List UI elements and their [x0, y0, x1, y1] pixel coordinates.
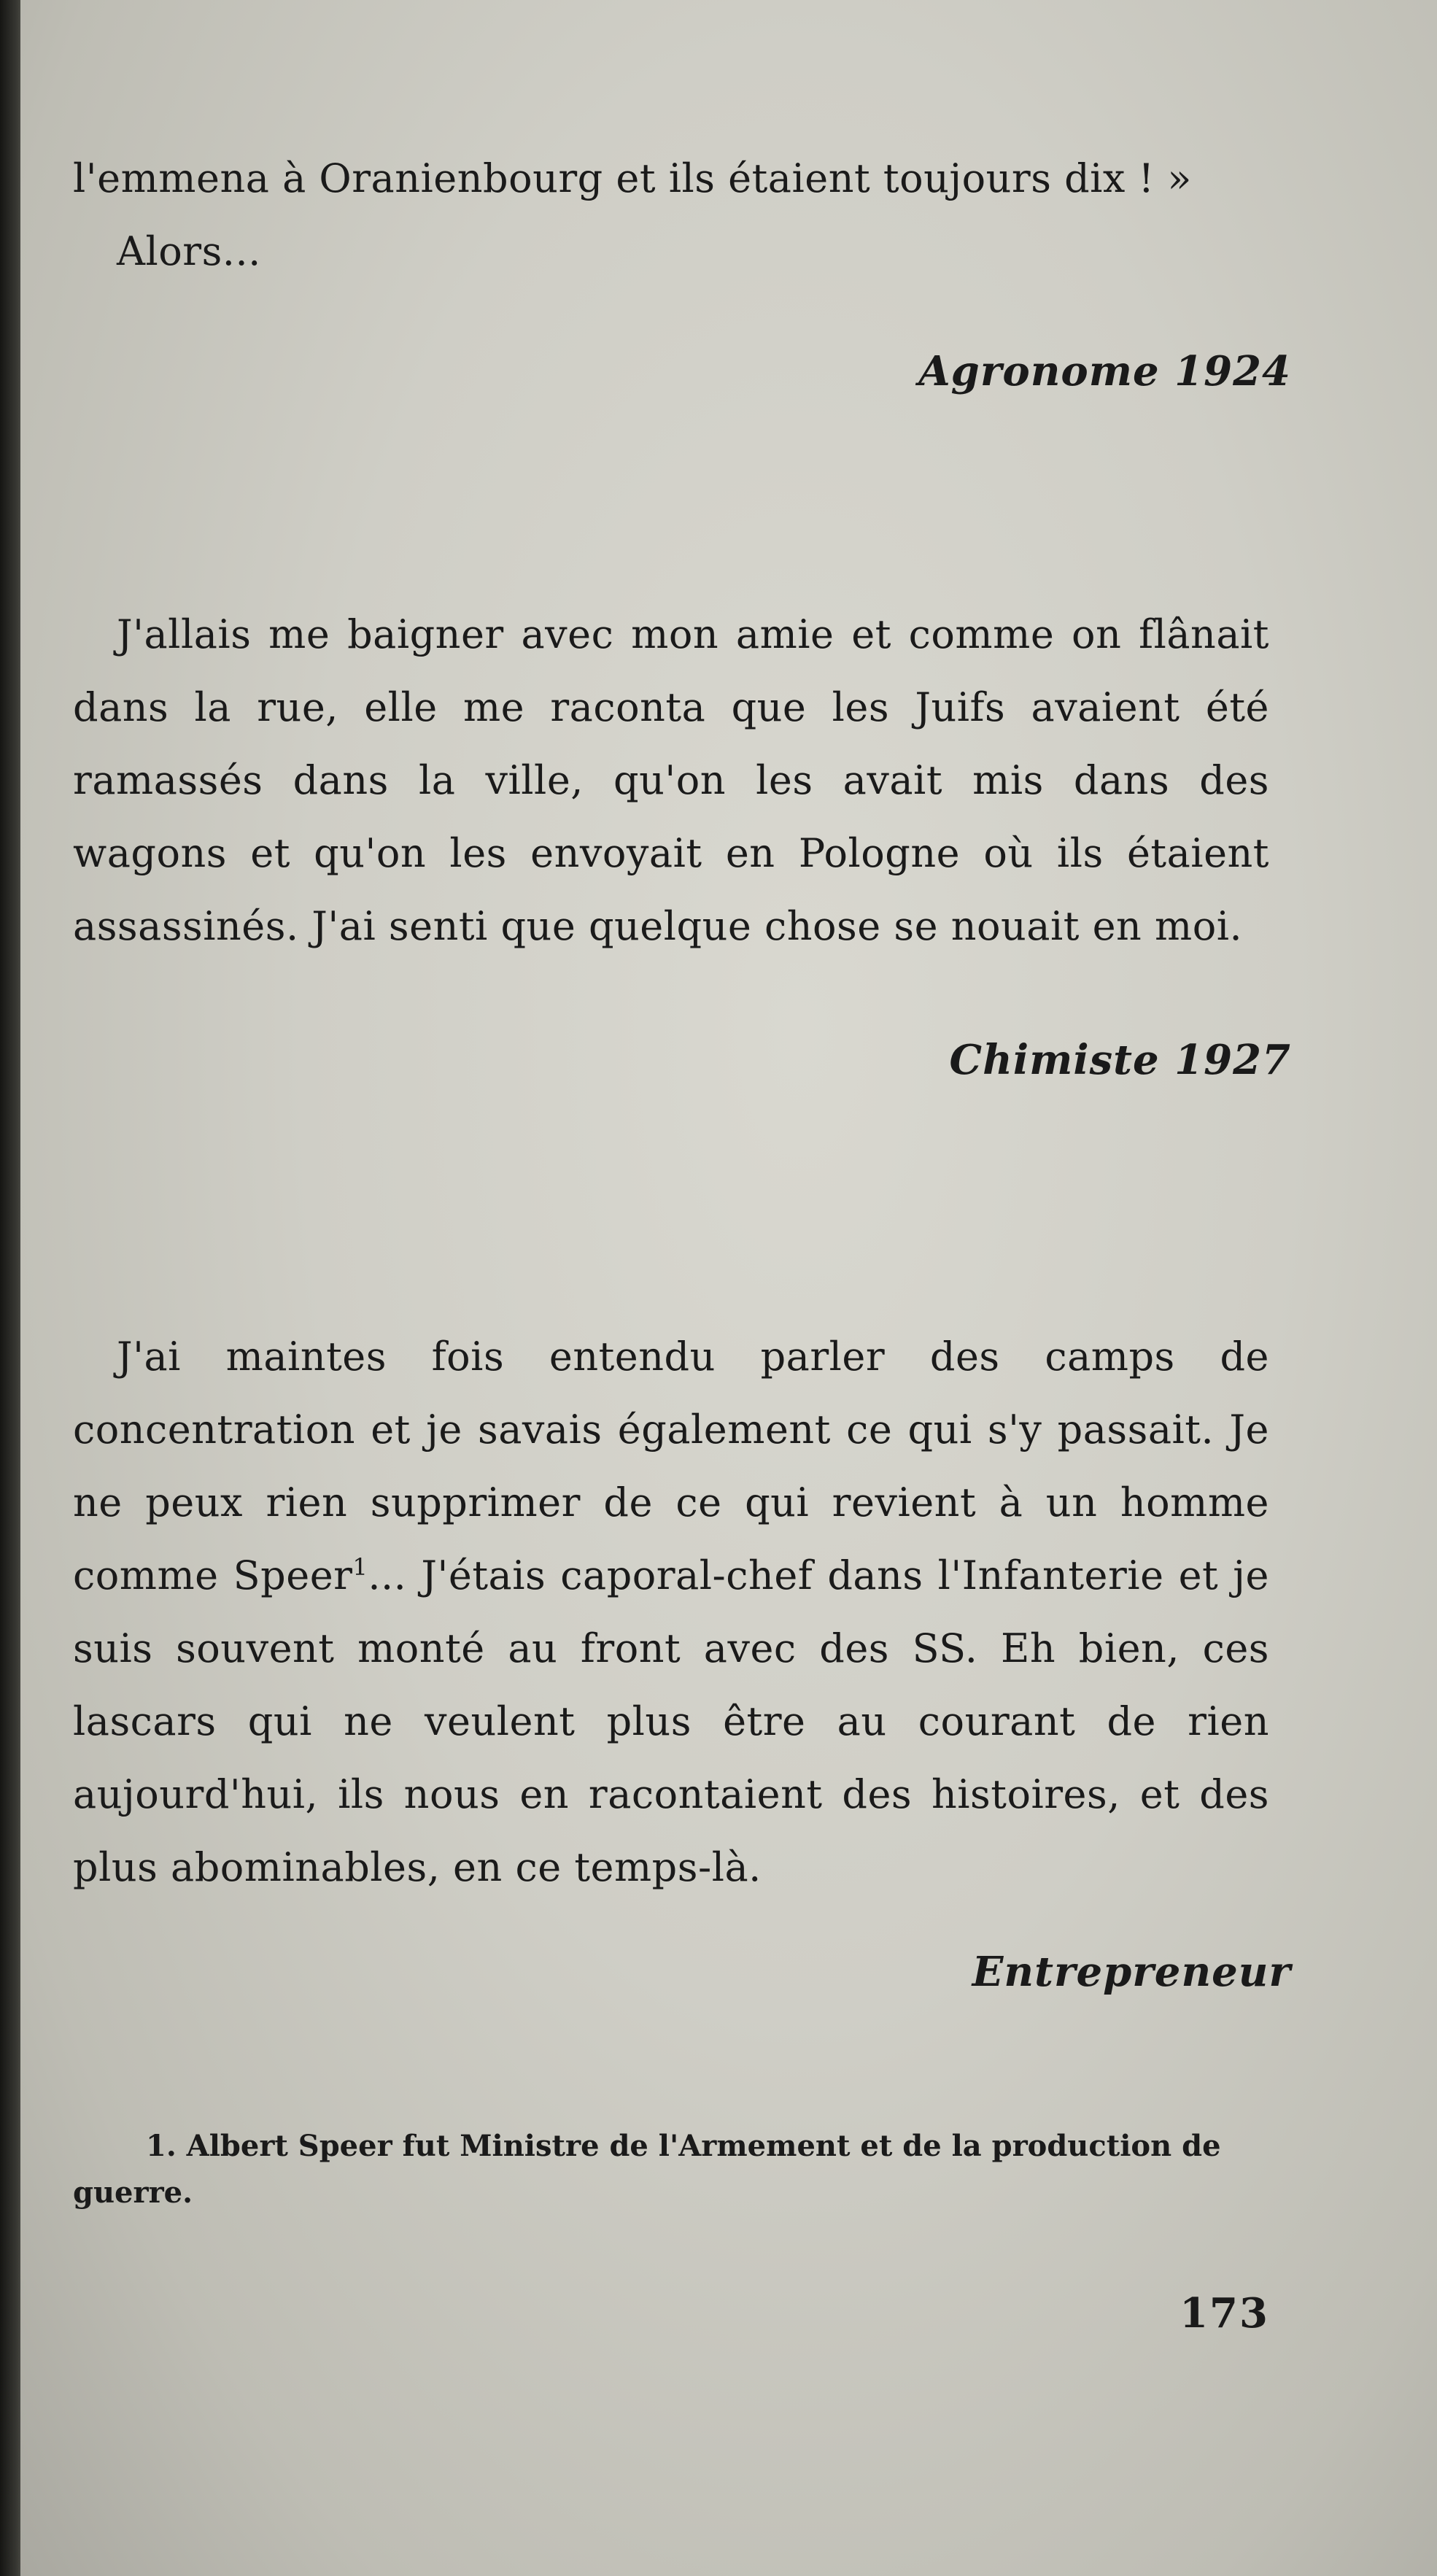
- excerpt-2-text: J'allais me baigner avec mon amie et comme on flânait dans la rue, elle me raconta que les Juifs avaient été ramassés dans la ville, qu'on les avait mis dans des wagons et qu'on les envoyait en Pologne où ils étaient assassinés. J'ai senti que quelque chose se nouait en moi.: [73, 611, 1269, 949]
- excerpt-3-attribution: Entrepreneur: [972, 1948, 1291, 1996]
- excerpt-3-text: [73, 1320, 1269, 1904]
- excerpt-1-attribution: Agronome 1924: [918, 347, 1291, 395]
- footnote-reference: 1: [352, 1553, 368, 1581]
- page-number: 173: [1180, 2289, 1269, 2337]
- footnote: 1. Albert Speer fut Ministre de l'Armement et de la production de guerre.: [73, 2129, 1221, 2210]
- book-page: [20, 0, 1437, 2576]
- excerpt-3-text-after-note: ... J'étais caporal-chef dans l'Infanterie et je suis souvent monté au front avec des SS. Eh bien, ces lascars qui ne veulent plus être au courant de rien aujourd'hui, ils nous en racontaient des histoires, et des plus abominables, en ce temps-là.: [73, 1552, 1269, 1890]
- excerpt-1: [73, 142, 1269, 288]
- excerpt-1-text: l'emmena à Oranienbourg et ils étaient toujours dix ! »: [73, 155, 1192, 201]
- excerpt-1-alors: Alors...: [117, 228, 261, 274]
- excerpt-3-text-before-note: J'ai maintes fois entendu parler des camps de concentration et je savais également ce qui s'y passait. Je ne peux rien supprimer de ce qui revient à un homme comme Speer: [73, 1334, 1269, 1598]
- excerpt-3: [73, 1320, 1269, 1904]
- excerpt-2: [73, 598, 1269, 963]
- excerpt-2-attribution: Chimiste 1927: [949, 1036, 1291, 1084]
